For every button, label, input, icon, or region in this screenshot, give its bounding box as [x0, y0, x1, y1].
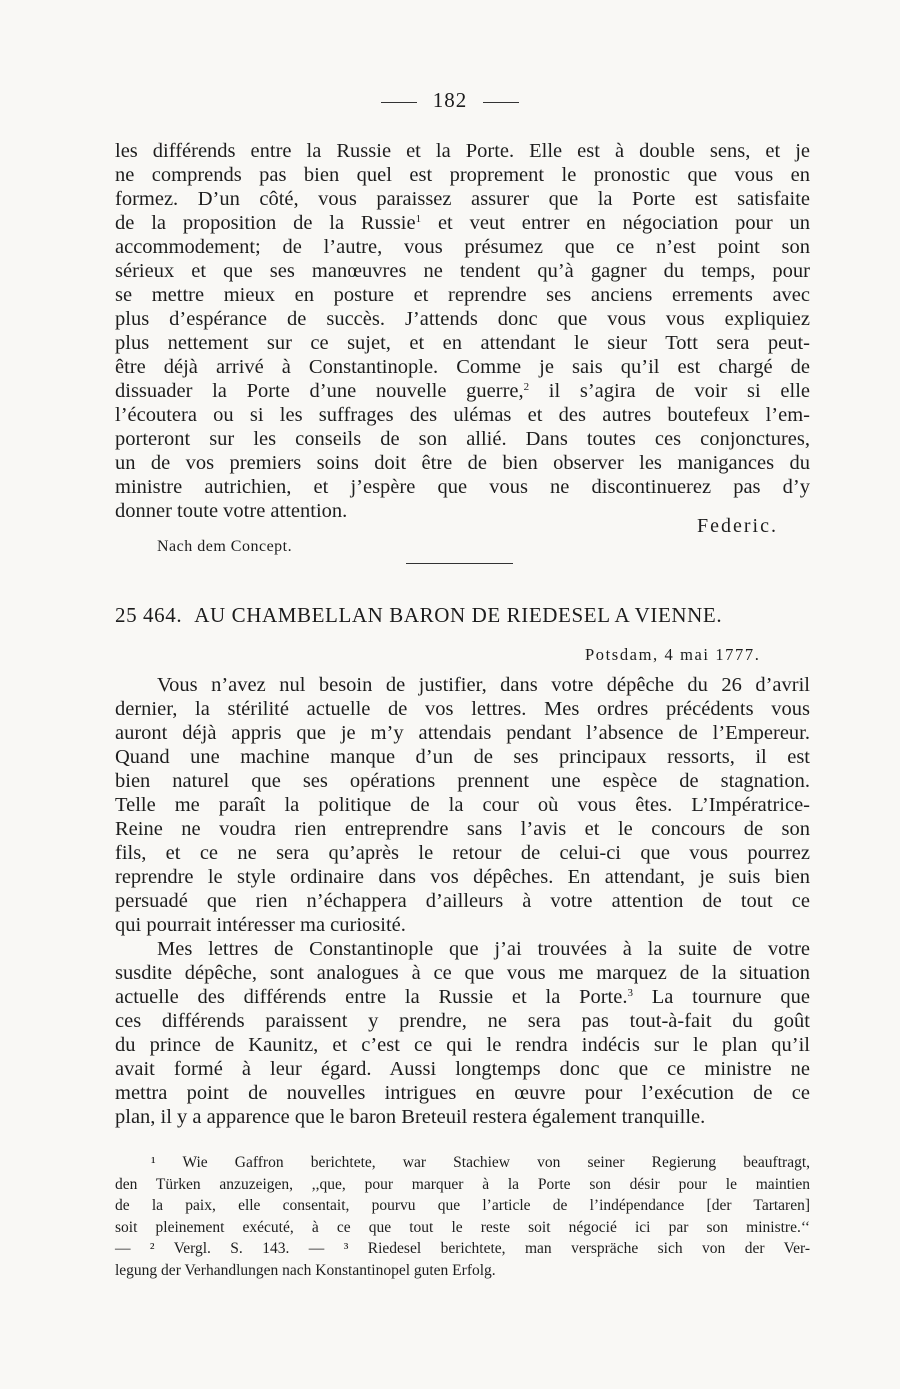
text-line: se mettre mieux en posture et reprendre ses anciens errements avec — [115, 284, 810, 306]
text-line: plus nettement sur ce sujet, et en attendant le sieur Tott sera peut- — [115, 332, 810, 354]
footnote-line: ¹ Wie Gaffron berichtete, war Stachiew von seiner Regierung beauftragt, — [151, 1154, 810, 1171]
page-number-header — [0, 88, 900, 113]
text-line: Reine ne voudra rien entreprendre sans l’avis et le concours de son — [115, 818, 810, 840]
text-line: être déjà arrivé à Constantinople. Comme je sais qu’il est chargé de — [115, 356, 810, 378]
text-line: susdite dépêche, sont analogues à ce que vous me marquez de la situation — [115, 962, 810, 984]
text-line: un de vos premiers soins doit être de bien observer les manigances du — [115, 452, 810, 474]
text-line: donner toute votre attention. — [115, 500, 348, 522]
text-line: ces différends paraissent y prendre, ne sera pas tout-à-fait du goût — [115, 1010, 810, 1032]
text-line: sérieux et que ses manœuvres ne tendent qu’à gagner du temps, pour — [115, 260, 810, 282]
text-line: Mes lettres de Constantinople que j’ai trouvées à la suite de votre — [157, 938, 810, 960]
text-line: plus d’espérance de succès. J’attends donc que vous vous expliquiez — [115, 308, 810, 330]
text-line: persuadé que rien n’échappera d’ailleurs à votre attention de tout ce — [115, 890, 810, 912]
footnote-line: soit pleinement exécuté, à ce que tout le reste soit négocié ici par son ministre.‘‘ — [115, 1218, 810, 1236]
text-line: de la proposition de la Russie$^1$ et veut entrer en négociation pour un — [115, 212, 810, 234]
footnotes — [115, 1152, 810, 1281]
text-line: fils, et ce ne sera qu’après le retour de celui-ci que vous pourrez — [115, 842, 810, 864]
text-line: Quand une machine manque d’un de ses principaux ressorts, il est — [115, 746, 810, 768]
header-rule-right — [483, 102, 519, 103]
footnote-line: — ² Vergl. S. 143. — ³ Riedesel berichtete, man verspräche sich von der Ver- — [115, 1240, 810, 1257]
text-line: porteront sur les conseils de son allié. Dans toutes ces conjonctures, — [115, 428, 810, 450]
footnote-marker: 3 — [627, 987, 633, 999]
text-line: formez. D’un côté, vous paraissez assurer que la Porte est satisfaite — [115, 188, 810, 210]
letter-number: 25 464. — [115, 603, 183, 627]
page-number: 182 — [432, 88, 468, 112]
text-line: les différends entre la Russie et la Porte. Elle est à double sens, et je — [115, 140, 810, 162]
footnote-marker: 2 — [523, 381, 530, 393]
letter-heading — [115, 603, 810, 628]
footnote-line: legung der Verhandlungen nach Konstantinopel guten Erfolg. — [115, 1261, 496, 1279]
text-line: bien naturel que ses opérations prennent une espèce de stagnation. — [115, 770, 810, 792]
text-line: Vous n’avez nul besoin de justifier, dans votre dépêche du 26 d’avril — [157, 674, 810, 696]
text-line: reprendre le style ordinaire dans vos dépêches. En attendant, je suis bien — [115, 866, 810, 888]
header-rule-left — [381, 102, 417, 103]
text-line: mettra point de nouvelles intrigues en œuvre pour l’exécution de ce — [115, 1082, 810, 1104]
place-date: Potsdam, 4 mai 1777. — [585, 645, 761, 664]
text-line: accommodement; de l’autre, vous présumez que ce n’est point son — [115, 236, 810, 258]
text-line: auront déjà appris que je m’y attendais pendant l’absence de l’Empereur. — [115, 722, 810, 744]
text-line: Telle me paraît la politique de la cour où vous êtes. L’Impératrice- — [115, 794, 810, 816]
text-line: avait formé à leur égard. Aussi longtemps donc que ce ministre ne — [115, 1058, 810, 1080]
footnote-line: de la paix, elle consentait, pourvu que l’article de l’indépendance [der Tartaren] — [115, 1197, 810, 1214]
letter-title: AU CHAMBELLAN BARON DE RIEDESEL A VIENNE. — [194, 603, 723, 627]
letter2-body — [115, 673, 810, 1129]
text-line: ne comprends pas bien quel est proprement le pronostic que vous en — [115, 164, 810, 186]
text-line: ministre autrichien, et j’espère que vous ne discontinuerez pas d’y — [115, 476, 810, 498]
text-line: plan, il y a apparence que le baron Breteuil restera également tranquille. — [115, 1106, 706, 1128]
footnote-line: den Türken anzuzeigen, ,,que, pour marquer à la Porte son désir pour le maintien — [115, 1175, 810, 1193]
letter1-body — [115, 139, 810, 523]
text-line: dernier, la stérilité actuelle de vos lettres. Mes ordres précédents vous — [115, 698, 810, 720]
text-line: l’écoutera ou si les suffrages des ulémas et des autres boutefeux l’em- — [115, 404, 810, 426]
footnote-marker: 1 — [415, 213, 422, 225]
section-divider — [406, 563, 513, 564]
text-line: qui pourrait intéresser ma curiosité. — [115, 914, 406, 936]
source-note: Nach dem Concept. — [157, 538, 293, 555]
text-line: dissuader la Porte d’une nouvelle guerre,$^2$ il s’agira de voir si elle — [115, 380, 810, 402]
signature: Federic. — [697, 515, 778, 537]
text-line: actuelle des différends entre la Russie et la Porte.$^3$ La tournure que — [115, 986, 811, 1008]
text-line: du prince de Kaunitz, et c’est ce qui le rendra indécis sur le plan qu’il — [115, 1034, 810, 1056]
